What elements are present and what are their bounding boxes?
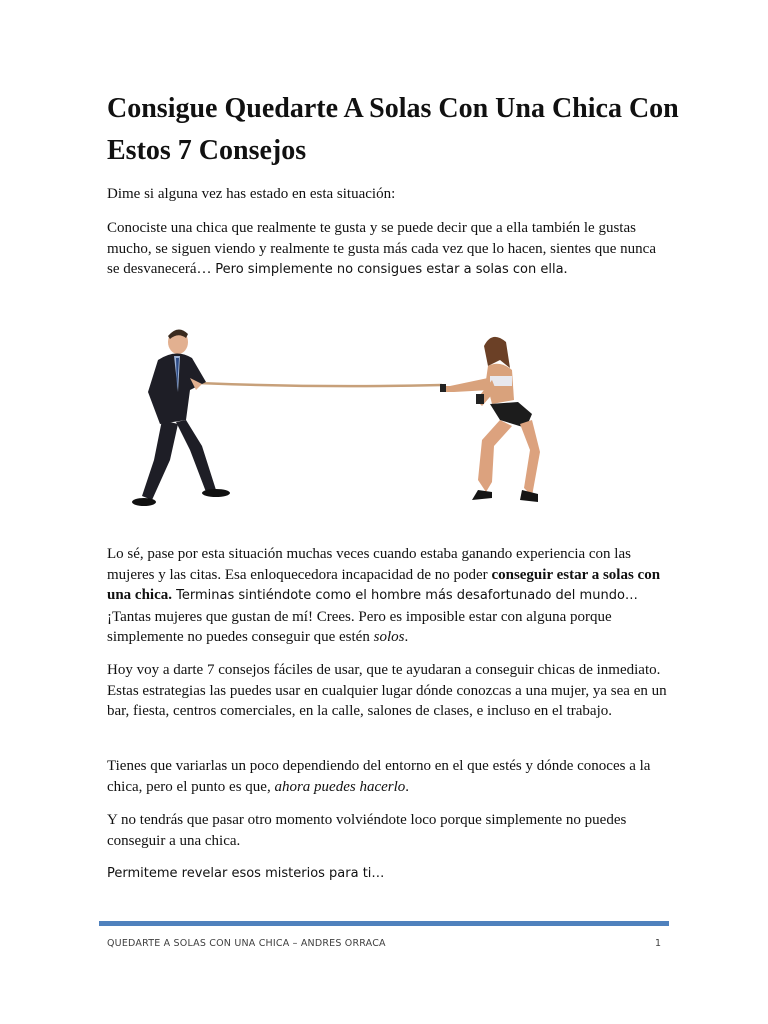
experience-end: . bbox=[404, 629, 409, 645]
vary-italic: ahora puedes hacerlo bbox=[274, 778, 406, 795]
situation-text: Conociste una chica que realmente te gusta y se puede decir que a ella también le gustas mucho, se siguen viendo y realmente te gusta más cada vez que lo hacen, sientes que nunca se desvanecerá… bbox=[107, 220, 656, 277]
experience-bold: conseguir estar a solas con una chica. bbox=[107, 566, 661, 603]
footer-title: QUEDARTE A SOLAS CON UNA CHICA – ANDRES ORRACA bbox=[107, 938, 386, 949]
page-title: Consigue Quedarte A Solas Con Una Chica Con Estos 7 Consejos bbox=[107, 93, 679, 166]
situation-emphasis: Pero simplemente no consigues estar a solas con ella bbox=[215, 262, 564, 277]
tips-paragraph: Hoy voy a darte 7 consejos fáciles de usar, que te ayudaran a conseguir chicas de inmediato. Estas estrategias las puedes usar en cualquier lugar dónde conozcas a una mujer, ya sea en un bar, fiesta, centros comerciales, en la calle, salones de clases, e incluso en el trabajo. bbox=[107, 662, 667, 719]
situation-end: . bbox=[563, 261, 568, 277]
footer-rule bbox=[99, 921, 669, 926]
vary-paragraph bbox=[107, 756, 667, 797]
intro-paragraph: Dime si alguna vez has estado en esta situación: bbox=[107, 186, 396, 202]
experience-paragraph bbox=[107, 544, 667, 648]
man-figure-icon bbox=[132, 329, 230, 506]
reveal-paragraph: Permiteme revelar esos misterios para ti… bbox=[107, 866, 385, 881]
experience-text: Lo sé, pase por esta situación muchas veces cuando estaba ganando experiencia con las mujeres y las citas. Esa enloquecedora incapacidad de no poder bbox=[107, 546, 631, 583]
tug-of-war-illustration bbox=[120, 320, 560, 520]
woman-figure-icon bbox=[440, 337, 540, 502]
vary-end: . bbox=[405, 778, 410, 795]
experience-sans: Terminas sintiéndote como el hombre más desafortunado del mundo… bbox=[172, 588, 638, 603]
situation-paragraph bbox=[107, 218, 667, 281]
experience-text-2: ¡Tantas mujeres que gustan de mí! Crees. Pero es imposible estar con alguna porque simplemente no puedes conseguir que estén bbox=[107, 608, 612, 645]
vary-text: Tienes que variarlas un poco dependiendo del entorno en el que estés y dónde conoces a la chica, pero el punto es que, bbox=[107, 758, 651, 795]
experience-italic: solos bbox=[373, 629, 405, 645]
page-number: 1 bbox=[655, 938, 662, 949]
no-more-paragraph: Y no tendrás que pasar otro momento volviéndote loco porque simplemente no puedes conseguir a una chica. bbox=[107, 812, 627, 849]
rope-icon bbox=[198, 383, 442, 386]
